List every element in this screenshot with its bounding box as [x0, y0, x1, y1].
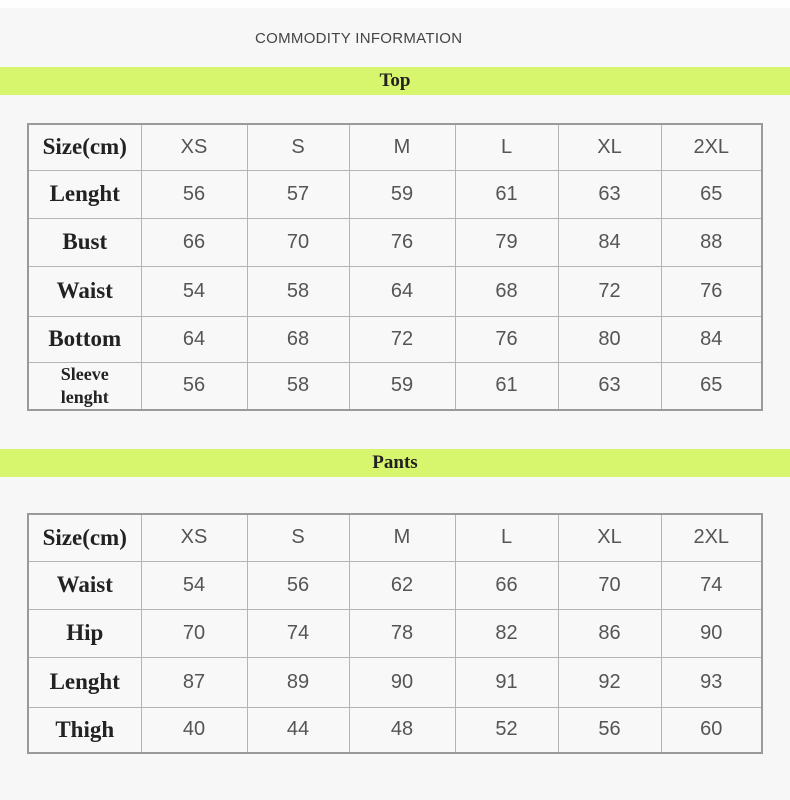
- table-row: [28, 316, 762, 362]
- row-label: Thigh: [55, 716, 115, 742]
- size-column-xs: XS: [141, 514, 247, 561]
- measurement-cell: 72: [349, 316, 455, 362]
- measurement-cell: 62: [349, 561, 455, 609]
- size-column-2xl: 2XL: [661, 124, 762, 170]
- measurement-cell: 76: [455, 316, 558, 362]
- row-label-cell: [28, 561, 141, 609]
- table-header-row: [28, 124, 762, 170]
- section-heading-pants: Pants: [372, 452, 418, 473]
- measurement-cell: 68: [455, 266, 558, 316]
- measurement-cell: 82: [455, 609, 558, 657]
- row-label-cell: [28, 362, 141, 410]
- table-row: [28, 218, 762, 266]
- row-label-cell: [28, 657, 141, 707]
- row-label: Sleeve lenght: [60, 363, 109, 407]
- row-label-cell: [28, 316, 141, 362]
- measurement-cell: 86: [558, 609, 661, 657]
- size-column-l: L: [455, 124, 558, 170]
- size-column-xl: XL: [558, 514, 661, 561]
- measurement-cell: 74: [247, 609, 349, 657]
- measurement-cell: 64: [349, 266, 455, 316]
- measurement-cell: 60: [661, 707, 762, 753]
- size-column-2xl: 2XL: [661, 514, 762, 561]
- measurement-cell: 87: [141, 657, 247, 707]
- measurement-cell: 52: [455, 707, 558, 753]
- measurement-cell: 74: [661, 561, 762, 609]
- measurement-cell: 54: [141, 266, 247, 316]
- measurement-cell: 66: [455, 561, 558, 609]
- measurement-cell: 40: [141, 707, 247, 753]
- measurement-cell: 78: [349, 609, 455, 657]
- measurement-cell: 88: [661, 218, 762, 266]
- measurement-cell: 56: [247, 561, 349, 609]
- table-row: [28, 609, 762, 657]
- row-label-cell: [28, 266, 141, 316]
- row-label-cell: [28, 218, 141, 266]
- measurement-cell: 59: [349, 362, 455, 410]
- measurement-cell: 44: [247, 707, 349, 753]
- row-label-cell: [28, 707, 141, 753]
- size-column-s: S: [247, 514, 349, 561]
- measurement-cell: 90: [349, 657, 455, 707]
- table-row: [28, 707, 762, 753]
- measurement-cell: 79: [455, 218, 558, 266]
- measurement-cell: 84: [661, 316, 762, 362]
- measurement-cell: 65: [661, 362, 762, 410]
- measurement-cell: 90: [661, 609, 762, 657]
- measurement-cell: 66: [141, 218, 247, 266]
- measurement-cell: 72: [558, 266, 661, 316]
- size-table-pants: [27, 513, 763, 754]
- measurement-cell: 61: [455, 170, 558, 218]
- row-label-cell: [28, 170, 141, 218]
- size-column-s: S: [247, 124, 349, 170]
- page-top-strip: [0, 0, 790, 8]
- measurement-cell: 48: [349, 707, 455, 753]
- table-header-row: [28, 514, 762, 561]
- table-row: [28, 657, 762, 707]
- measurement-cell: 70: [247, 218, 349, 266]
- measurement-cell: 70: [558, 561, 661, 609]
- measurement-cell: 89: [247, 657, 349, 707]
- measurement-cell: 57: [247, 170, 349, 218]
- measurement-cell: 56: [141, 362, 247, 410]
- size-header-cell: Size(cm): [28, 514, 141, 561]
- page-title: COMMODITY INFORMATION: [255, 30, 463, 47]
- measurement-cell: 63: [558, 170, 661, 218]
- row-label: Hip: [66, 620, 104, 645]
- measurement-cell: 64: [141, 316, 247, 362]
- measurement-cell: 56: [558, 707, 661, 753]
- size-table-top: [27, 123, 763, 411]
- measurement-cell: 80: [558, 316, 661, 362]
- table-row: [28, 561, 762, 609]
- size-column-l: L: [455, 514, 558, 561]
- table-row: [28, 170, 762, 218]
- size-column-m: M: [349, 514, 455, 561]
- row-label: Lenght: [49, 669, 120, 694]
- row-label: Waist: [56, 278, 113, 303]
- size-column-xs: XS: [141, 124, 247, 170]
- measurement-cell: 92: [558, 657, 661, 707]
- section-heading-top: Top: [379, 70, 411, 91]
- measurement-cell: 91: [455, 657, 558, 707]
- size-header-cell: Size(cm): [28, 124, 141, 170]
- size-column-xl: XL: [558, 124, 661, 170]
- measurement-cell: 58: [247, 266, 349, 316]
- measurement-cell: 56: [141, 170, 247, 218]
- measurement-cell: 63: [558, 362, 661, 410]
- measurement-cell: 58: [247, 362, 349, 410]
- measurement-cell: 93: [661, 657, 762, 707]
- table-row: [28, 266, 762, 316]
- measurement-cell: 54: [141, 561, 247, 609]
- row-label: Bust: [62, 229, 108, 254]
- section-band-top: [0, 67, 790, 95]
- row-label-cell: [28, 609, 141, 657]
- measurement-cell: 70: [141, 609, 247, 657]
- measurement-cell: 84: [558, 218, 661, 266]
- size-column-m: M: [349, 124, 455, 170]
- measurement-cell: 61: [455, 362, 558, 410]
- row-label: Bottom: [48, 326, 122, 351]
- measurement-cell: 65: [661, 170, 762, 218]
- table-row: [28, 362, 762, 410]
- measurement-cell: 59: [349, 170, 455, 218]
- section-band-pants: [0, 449, 790, 477]
- measurement-cell: 76: [661, 266, 762, 316]
- row-label: Lenght: [49, 181, 120, 206]
- measurement-cell: 76: [349, 218, 455, 266]
- measurement-cell: 68: [247, 316, 349, 362]
- row-label: Waist: [56, 572, 113, 597]
